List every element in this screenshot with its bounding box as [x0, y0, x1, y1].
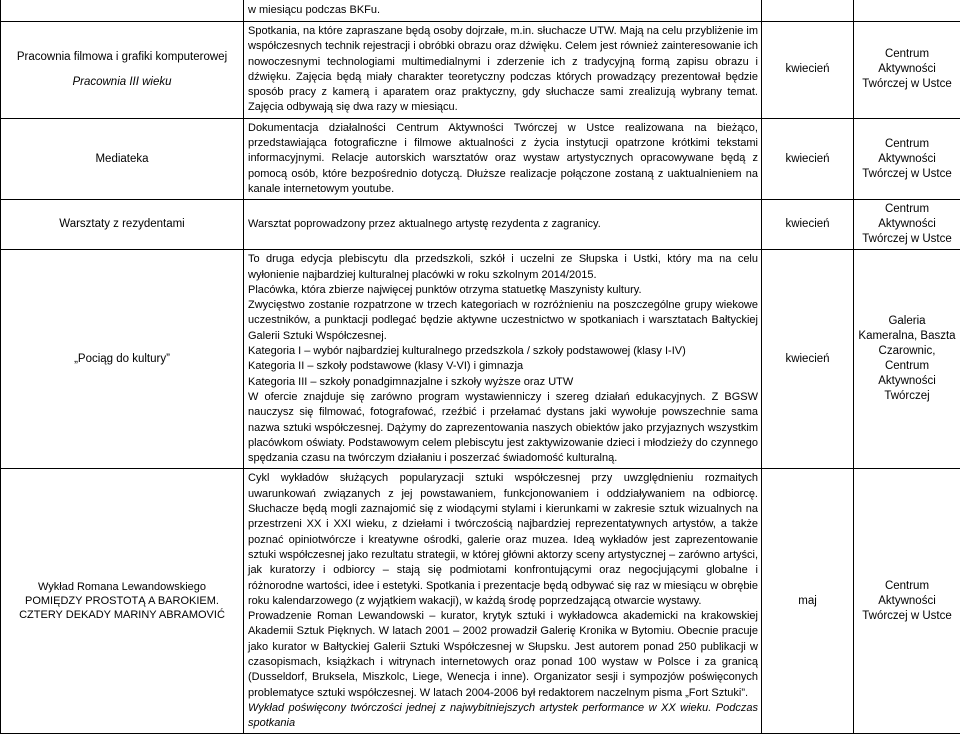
- table-row: [1, 200, 960, 250]
- description-cell: [244, 0, 762, 22]
- table-row: [1, 250, 960, 469]
- name-cell: „Pociąg do kultury”: [1, 250, 244, 469]
- month-cell: kwiecień: [762, 250, 854, 469]
- name-cell: [1, 22, 244, 119]
- description-text: Spotkania, na które zapraszane będą osoby dojrzałe, m.in. słuchacze UTW. Mają na celu przybliżenie im współczesnych technik rejestracji i obróbki obrazu oraz dźwięku. Celem jest również zainteresowanie ich nowoczesnymi technologiami multimedialnymi i zderzenie ich z tradycyjną formą zapisu obrazu i dźwięku. Zajęcia będą miały charakter teoretyczny podczas których prowadzący prezentował będzie sposób pracy z kamerą i aparatem oraz praktyczny, gdy słuchacze sami zrealizują wybrany temat. Zajęcia odbywają się dwa razy w miesiącu.: [248, 24, 758, 116]
- place-cell: Centrum Aktywności Twórczej w Ustce: [854, 200, 960, 250]
- description-italic: Wykład poświęcony twórczości jednej z najwybitniejszych artystek performance w XX wieku. Podczas spotkania: [248, 701, 758, 732]
- description-cell: [244, 118, 762, 199]
- table-row: [1, 22, 960, 119]
- description-paragraph: W ofercie znajduje się zarówno program wystawienniczy i szereg działań edukacyjnych. Z BGSW nauczysz się filmować, fotografować, rzeźbić i przełamać dystans jaki wywołuje powszechnie sama nazwa sztuki współczesnej. Dążymy do zaprezentowania naszych obiektów jako przyjaznych wszystkim placówkom oświaty. Podstawowym celem plebiscytu jest zaktywizowanie dzieci i młodzieży do czynnego spędzania czasu na twórczym działaniu i poszerzać świadomość kulturalną.: [248, 390, 758, 466]
- month-cell: kwiecień: [762, 22, 854, 119]
- table-row: [1, 0, 960, 22]
- name-cell: [1, 469, 244, 734]
- description-paragraph: Zwycięstwo zostanie rozpatrzone w trzech kategoriach w rozróżnieniu na poszczególne grupy wiekowe uczestników, a punktacji podlegać będzie aktywne uczestnictwo w spotkaniach i warsztatach Bałtyckiej Galerii Sztuki Współczesnej.: [248, 298, 758, 344]
- description-paragraph: Kategoria II – szkoły podstawowe (klasy V-VI) i gimnazja: [248, 359, 758, 374]
- description-text: Dokumentacja działalności Centrum Aktywności Twórczej w Ustce realizowana na bieżąco, przedstawiająca fotograficzne i filmowe aktualności z życia instytucji opatrzone krótkimi tekstami informacyjnymi. Relacje autorskich warsztatów oraz wystaw artystycznych opracowywane będą z pomocą osób, które bezpośrednio dotyczą. Dłuższe realizacje połączone zostaną z uaktualnieniem na kanale internetowym youtube.: [248, 121, 758, 197]
- place-cell: Galeria Kameralna, Baszta Czarownic, Centrum Aktywności Twórczej: [854, 250, 960, 469]
- event-subtitle: POMIĘDZY PROSTOTĄ A BAROKIEM. CZTERY DEKADY MARINY ABRAMOVIĆ: [5, 594, 239, 622]
- event-name: Wykład Romana Lewandowskiego: [5, 580, 239, 594]
- event-subtitle: Pracownia III wieku: [5, 75, 239, 90]
- description-cell: [244, 250, 762, 469]
- description-paragraph: Kategoria III – szkoły ponadgimnazjalne i szkoły wyższe oraz UTW: [248, 375, 758, 390]
- month-cell: [762, 0, 854, 22]
- description-paragraph: Placówka, która zbierze najwięcej punktów otrzyma statuetkę Maszynisty kultury.: [248, 283, 758, 298]
- description-text: Warsztat poprowadzony przez aktualnego artystę rezydenta z zagranicy.: [248, 217, 758, 232]
- table-row: [1, 469, 960, 734]
- description-paragraph: Cykl wykładów służących popularyzacji sztuki współczesnej przy uwzględnieniu rozmaitych uwarunkowań związanych z jej powstawaniem, funkcjonowaniem i oddziaływaniem na odbiorcę. Słuchacze będą mogli zaznajomić się z wiodącymi stylami i kierunkami w zakresie sztuk wizualnych na przestrzeni XX i XXI wieku, z dziełami i twórczością najbardziej reprezentatywnych artystów, a także poznać opiniotwórcze i kreatywne ośrodki, galerie oraz muzea. Ideą wykładów jest zaprezentowanie sztuki współczesnej jako rezultatu strategii, w której główni aktorzy sceny artystycznej – zarówno artyści, jak kuratorzy i odbiorcy – stają się podmiotami konfrontującymi oraz negocjującymi globalne i różnorodne wartości, idee i estetyki. Spotkania i prezentacje będą odbywać się raz w miesiącu w obrębie roku kalendarzowego (z wyjątkiem wakacji), w każdą środę poprzedzającą otwarcie wystawy.: [248, 471, 758, 609]
- place-cell: Centrum Aktywności Twórczej w Ustce: [854, 22, 960, 119]
- description-text: w miesiącu podczas BKFu.: [248, 4, 380, 16]
- description-cell: [244, 22, 762, 119]
- place-cell: [854, 0, 960, 22]
- name-cell: Warsztaty z rezydentami: [1, 200, 244, 250]
- place-cell: Centrum Aktywności Twórczej w Ustce: [854, 469, 960, 734]
- description-cell: [244, 200, 762, 250]
- place-cell: Centrum Aktywności Twórczej w Ustce: [854, 118, 960, 199]
- description-paragraph: To druga edycja plebiscytu dla przedszkoli, szkół i uczelni ze Słupska i Ustki, który ma na celu wyłonienie najbardziej kulturalnej placówki w roku szkolnym 2014/2015.: [248, 252, 758, 283]
- name-cell: [1, 0, 244, 22]
- description-paragraph: Kategoria I – wybór najbardziej kulturalnego przedszkola / szkoły podstawowej (klasy I-IV): [248, 344, 758, 359]
- description-paragraph: Prowadzenie Roman Lewandowski – kurator, krytyk sztuki i wykładowca akademicki na krakowskiej Akademii Sztuk Pięknych. W latach 2001 – 2002 prowadził Galerię Kronika w Bytomiu. Obecnie pracuje jako kurator w Bałtyckiej Galerii Sztuki Współczesnej w Słupsku. Jest autorem ponad 250 publikacji w czasopismach, książkach i witrynach internetowych oraz ponad 100 wystaw w Polsce i za granicą (Dusseldorf, Bruksela, Miszkolc, Liege, Wenecja i inne). Organizator sesji i sympozjów poświęconych problematyce sztuki współczesnej. W latach 2004-2006 był redaktorem naczelnym pisma „Fort Sztuki”.: [248, 609, 758, 701]
- table-row: [1, 118, 960, 199]
- event-name: Pracownia filmowa i grafiki komputerowej: [5, 50, 239, 65]
- description-cell: [244, 469, 762, 734]
- month-cell: kwiecień: [762, 200, 854, 250]
- name-cell: Mediateka: [1, 118, 244, 199]
- month-cell: kwiecień: [762, 118, 854, 199]
- month-cell: maj: [762, 469, 854, 734]
